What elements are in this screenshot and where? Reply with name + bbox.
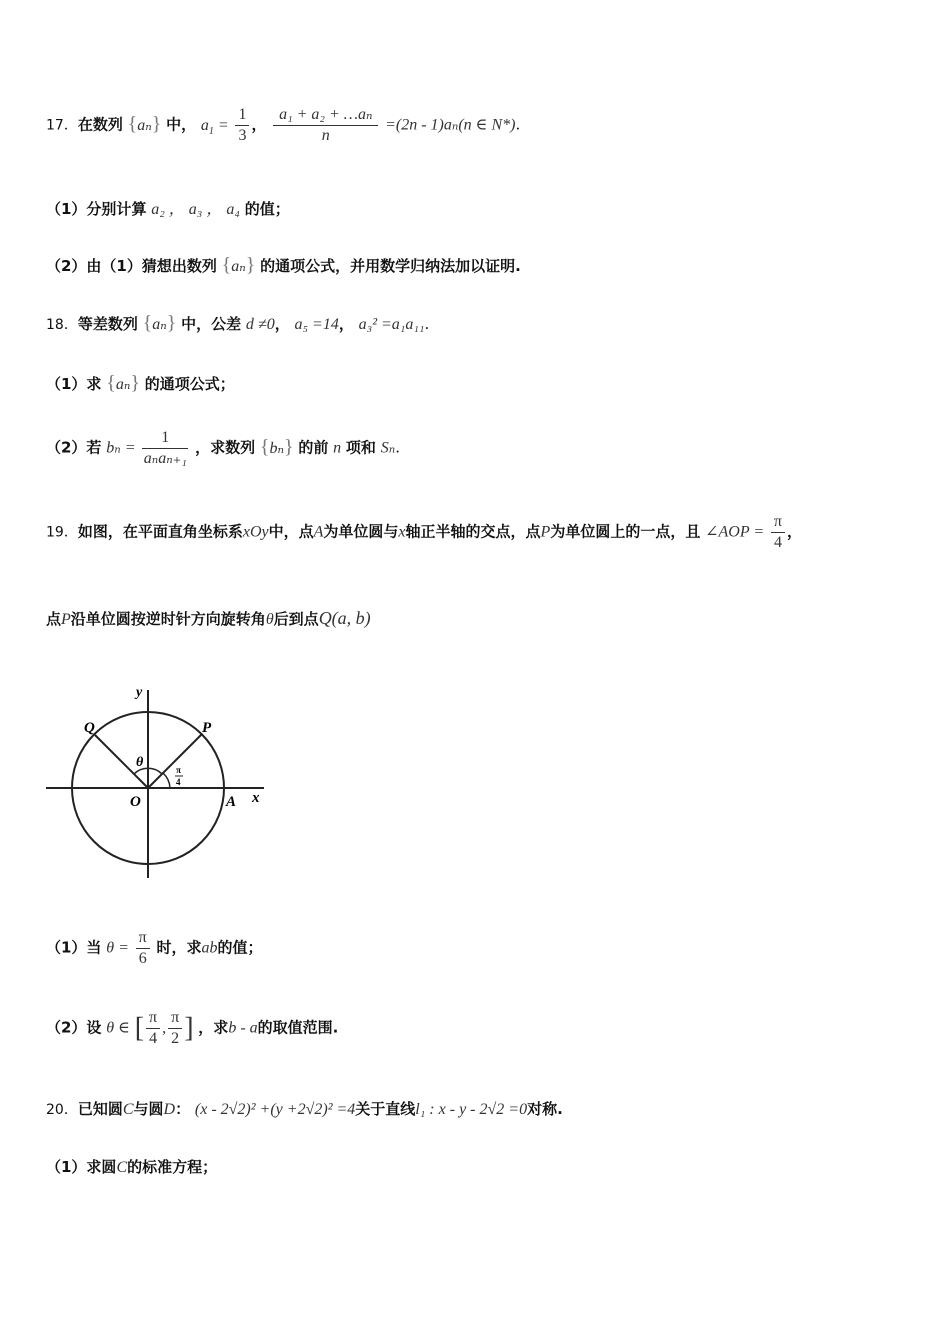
ray-OP — [148, 734, 202, 788]
label-P: P — [202, 720, 212, 736]
q18-part2: （2）若 bₙ = $\frac{1}{\text{aₙaₙ₊₁}}$ ，求数列 {bₙ} 的前 n 项和 Sₙ. — [46, 429, 400, 467]
q19-stem-line2: 点P沿单位圆按逆时针方向旋转角θ后到点Q(a, b) — [46, 608, 371, 628]
fraction-sum-over-n: $\frac{\text{a₁ + a₂ + …aₙ}}{n}$ — [273, 105, 378, 146]
unit-circle-figure — [46, 680, 276, 880]
q17-part2: （2）由（1）猜想出数列 {aₙ} 的通项公式，并用数学归纳法加以证明. — [46, 254, 521, 276]
interval-start: $\frac{\pi}{4}$ — [146, 1008, 160, 1049]
q19-part2: （2）设 θ ∈ [ $\frac{\pi}{4}$ , $\frac{\pi}{2}$ ] ，求b - a的取值范围. — [46, 1009, 339, 1047]
q19-stem: 19．如图，在平面直角坐标系xOy中，点A为单位圆与x轴正半轴的交点，点P为单位圆上的一点，且 ∠AOP = $\frac{\pi}{4}$ ， — [46, 513, 803, 551]
q18-part1: （1）求 {aₙ} 的通项公式； — [46, 372, 235, 394]
q19-part1: （1）当 θ = $\frac{\pi}{6}$ 时，求ab的值； — [46, 929, 263, 967]
seq-an: {aₙ} — [127, 112, 162, 135]
label-A: A — [226, 794, 237, 810]
label-4: 4 — [176, 777, 181, 787]
q20-part1: （1）求圆C的标准方程； — [46, 1158, 218, 1176]
angle-arc-pi4 — [163, 773, 170, 788]
fraction-bn: $\frac{1}{\text{aₙaₙ₊₁}}$ — [143, 429, 187, 467]
label-O: O — [130, 794, 141, 810]
q18-stem: 18．等差数列 {aₙ} 中，公差 d ≠0， a₅ =14， a₃² =a₁a₁₁. — [46, 312, 430, 334]
fraction-pi-over-6: $\frac{\pi}{6}$ — [136, 928, 150, 969]
q20-stem: 20．已知圆C与圆D： (x - 2√2)² +(y +2√2)² =4关于直线l₁ : x - y - 2√2 =0对称. — [46, 1100, 563, 1118]
label-pi: π — [176, 765, 181, 775]
label-Q: Q — [84, 720, 95, 736]
fraction-pi-over-4: $\frac{\pi}{4}$ — [771, 512, 785, 553]
label-theta: θ — [136, 755, 144, 770]
label-y: y — [136, 685, 143, 700]
q17-stem: 17．在数列 {aₙ} 中， $a_1$ = $\frac{1}{3}$ ， $\frac{\text{a₁ + a₂ + …aₙ}}{n}$ =(2n - 1)aₙ(n ∈ N*). — [46, 106, 521, 144]
fraction-one-third: $\frac{1}{3}$ — [235, 105, 249, 146]
q17-part1: （1）分别计算 a₂ ， a₃ ， a₄ 的值； — [46, 200, 290, 218]
label-x: x — [252, 790, 260, 806]
interval-end: $\frac{\pi}{2}$ — [168, 1008, 182, 1049]
